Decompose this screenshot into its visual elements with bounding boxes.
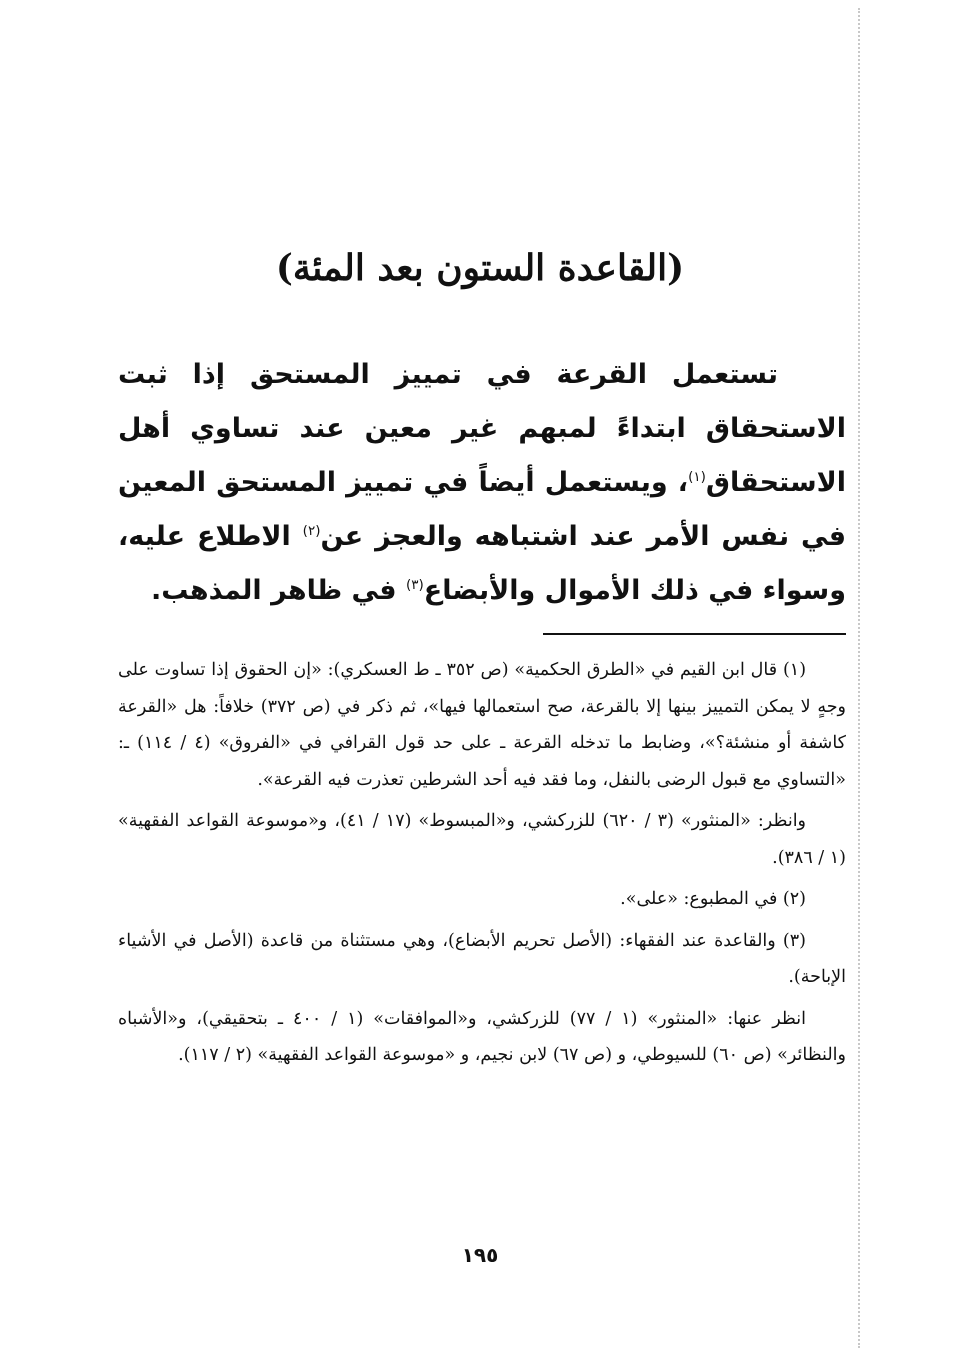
- footnotes: [118, 652, 846, 1079]
- footnote-ref-2: (٢): [302, 523, 321, 539]
- footnote-2: (٢) في المطبوع: «على».: [620, 889, 806, 909]
- footnote-1-continued: وانظر: «المنثور» (٣ / ٦٢٠) للزركشي، و«المبسوط» (١٧ / ٤١)، و«موسوعة القواعد الفقهية» (١ / ٣٨٦).: [118, 811, 846, 868]
- main-text-part-4: في ظاهر المذهب.: [151, 575, 406, 606]
- scan-edge-dots: [856, 8, 860, 1348]
- main-text-part-2: ، ويستعمل أيضاً في تمييز المستحق المعين في نفس الأمر عند اشتباهه والعجز عن: [118, 467, 847, 552]
- footnote-ref-1: (١): [688, 469, 706, 485]
- rule-heading: (القاعدة الستون بعد المئة): [275, 247, 685, 289]
- main-text-part-1: تستعمل القرعة في تمييز المستحق إذا ثبت الاستحقاق ابتداءً لمبهم غير معين عند تساوي أهل الاستحقاق: [118, 359, 846, 498]
- footnote-3: (٣) والقاعدة عند الفقهاء: (الأصل تحريم الأبضاع)، وهي مستثناة من قاعدة (الأصل في الأشياء الإباحة).: [118, 930, 846, 987]
- rule-main-text: [118, 348, 846, 618]
- footnote-3-continued: انظر عنها: «المنثور» (١ / ٧٧) للزركشي، و«الموافقات» (١ / ٤٠٠ ـ بتحقيقي)، و«الأشباه والنظائر» (ص ٦٠) للسيوطي، و (ص ٦٧) لابن نجيم، و «موسوعة القواعد الفقهية» (٢ / ١١٧).: [118, 1008, 846, 1065]
- footnote-separator: [543, 633, 846, 635]
- main-text-part-3: الاطلاع عليه، وسواء في ذلك الأموال والأبضاع: [118, 521, 846, 606]
- footnote-ref-3: (٣): [405, 577, 424, 593]
- page-number: ١٩٥: [461, 1243, 499, 1267]
- footnote-1: (١) قال ابن القيم في «الطرق الحكمية» (ص ٣٥٢ ـ ط العسكري): «إن الحقوق إذا تساوت على وجهٍ لا يمكن التمييز بينها إلا بالقرعة، صح استعمالها فيها»، ثم ذكر في (ص ٣٧٢) خلافاً: هل «القرعة كاشفة أو منشئة؟»، وضابط ما تدخله القرعة ـ على حد قول القرافي في «الفروق» (٤ / ١١٤) ـ: «التساوي مع قبول الرضى بالنفل، وما فقد فيه أحد الشرطين تعذرت فيه القرعة».: [118, 660, 846, 790]
